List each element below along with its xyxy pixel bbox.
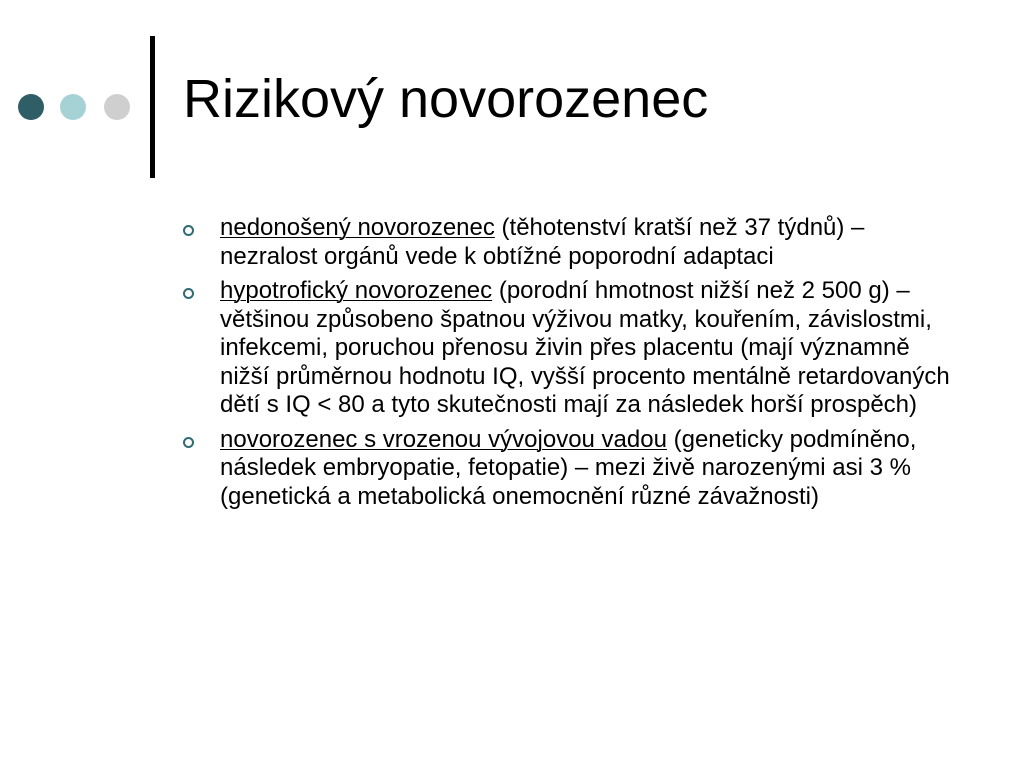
dark-dot [18,94,44,120]
bullet-item-hypotrophic [183,277,963,420]
bullet-term: nedonošený novorozenec [220,214,495,241]
bullet-term: hypotrofický novorozenec [220,277,493,304]
bullet-list [183,214,963,517]
ring-bullet-icon [183,288,194,299]
bullet-item-congenital-defect [183,426,963,512]
slide-title: Rizikový novorozenec [183,69,709,129]
bullet-term: novorozenec s vrozenou vývojovou vadou [220,425,667,453]
teal-dot [60,94,86,120]
bullet-text: (geneticky podmíněno, následek embryopatie, fetopatie) – mezi živě narozenými asi 3 % (genetická a metabolická onemocnění různé závažnosti) [220,425,917,510]
bullet-text: (porodní hmotnost nižší než 2 500 g) – většinou způsobeno špatnou výživou matky, kouřením, závislostmi, infekcemi, poruchou přenosu živin přes placentu (mají významně nižší průměrnou hodnotu IQ, vyšší procento mentálně retardovaných dětí s IQ < 80 a tyto skutečnosti mají za následek horší prospěch) [220,277,950,418]
ring-bullet-icon [183,225,194,236]
gray-dot [104,94,130,120]
bullet-item-premature [183,214,963,271]
decorative-dots [18,94,138,122]
ring-bullet-icon [183,437,194,448]
bullet-text: (těhotenství kratší než 37 týdnů) – nezralost orgánů vede k obtížné poporodní adaptaci [220,214,865,270]
title-divider [150,36,155,178]
